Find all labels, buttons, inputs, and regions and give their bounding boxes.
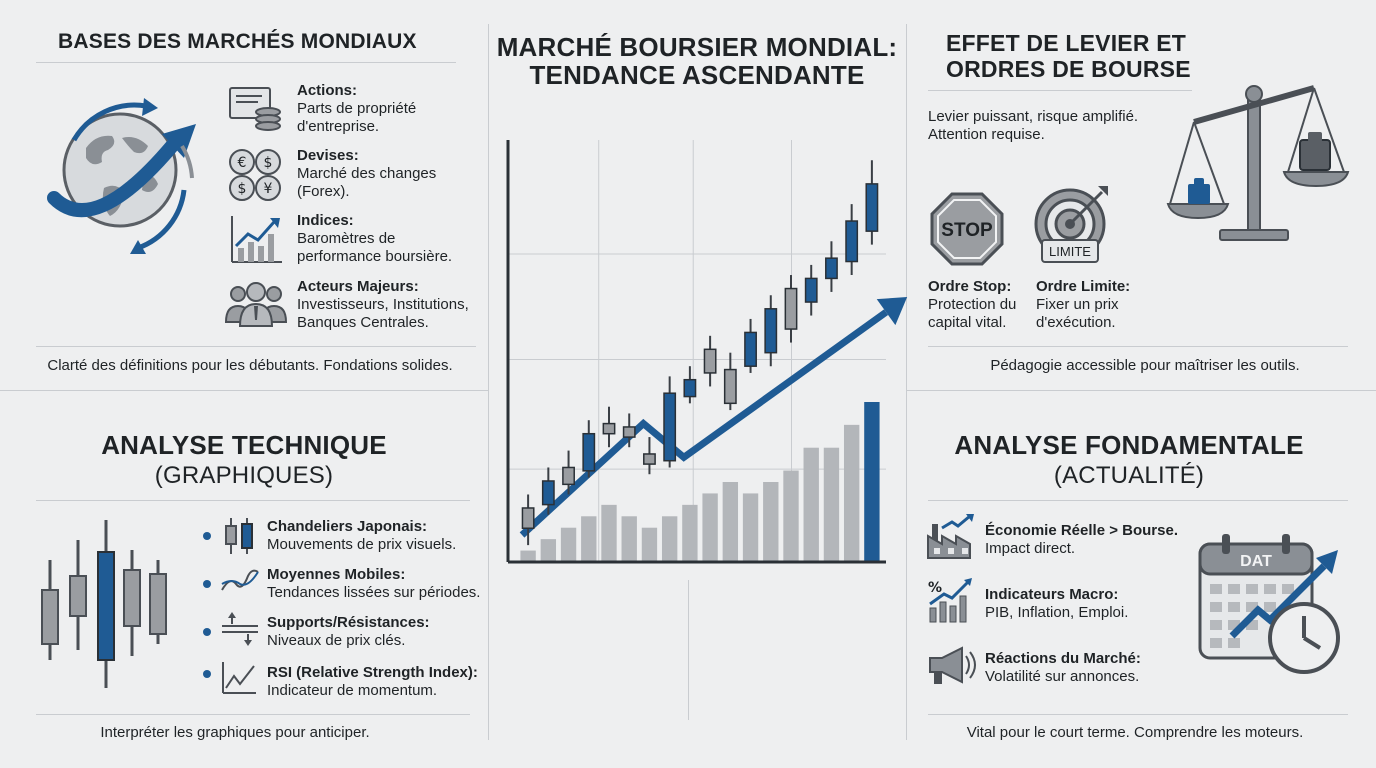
item-text: Niveaux de prix clés. <box>267 632 406 649</box>
description-line: Levier puissant, risque amplifié. <box>928 108 1139 125</box>
candlestick-icon <box>222 516 256 556</box>
section-title-fundamental: ANALYSE FONDAMENTALE <box>954 430 1304 460</box>
item-text: Protection du <box>928 296 1017 313</box>
footer-text: Vital pour le court terme. Comprendre les moteurs. <box>966 724 1304 741</box>
title-underline <box>36 500 470 501</box>
limit-order-block <box>1036 278 1130 332</box>
volume-bar <box>541 539 556 562</box>
description-line: Attention requise. <box>928 126 1045 143</box>
candle-body <box>765 309 776 353</box>
center-title-line2: TENDANCE ASCENDANTE <box>529 60 865 90</box>
item-text: d'entreprise. <box>297 118 380 135</box>
list-item <box>297 278 469 332</box>
candle-body <box>684 380 695 397</box>
list-item <box>297 82 416 136</box>
volume-bar <box>601 505 616 562</box>
item-text: Impact direct. <box>985 540 1076 557</box>
section-subtitle-fundamental: (ACTUALITÉ) <box>1053 462 1205 489</box>
candle-body <box>624 427 635 437</box>
item-text: d'exécution. <box>1036 314 1116 331</box>
stop-order-block <box>928 278 1016 332</box>
item-text: Baromètres de <box>297 230 396 247</box>
candle-body <box>563 467 574 484</box>
item-text: PIB, Inflation, Emploi. <box>985 604 1129 621</box>
bullet-dot <box>203 532 211 540</box>
list-item <box>297 212 452 266</box>
volume-bar <box>642 528 657 562</box>
divider-right <box>906 24 907 740</box>
candle-body <box>846 221 857 262</box>
list-item <box>985 650 1141 686</box>
target-limit-icon <box>1032 184 1112 268</box>
svg-text:¥: ¥ <box>263 181 273 197</box>
item-title: Chandeliers Japonais: <box>267 518 428 535</box>
item-title: Moyennes Mobiles: <box>267 566 406 583</box>
divider-left-mid <box>0 390 488 391</box>
candlestick-illustration-icon <box>36 520 176 692</box>
macro-chart-icon <box>926 578 976 624</box>
factory-icon <box>926 514 976 560</box>
item-title: Réactions du Marché: <box>985 650 1141 667</box>
footer-rule <box>928 714 1348 715</box>
list-item <box>985 586 1128 622</box>
item-text: Volatilité sur annonces. <box>985 668 1140 685</box>
item-text: Parts de propriété <box>297 100 417 117</box>
item-text: Investisseurs, Institutions, <box>297 296 469 313</box>
volume-bar <box>743 493 758 562</box>
volume-bar <box>864 402 879 562</box>
moving-average-icon <box>220 566 260 596</box>
divider-right-mid <box>906 390 1376 391</box>
section-subtitle-technical: (GRAPHIQUES) <box>154 462 334 489</box>
volume-bar <box>804 448 819 562</box>
divider-center-bottom <box>688 580 689 720</box>
volume-bar <box>682 505 697 562</box>
bullet-dot <box>203 580 211 588</box>
item-text: Banques Centrales. <box>297 314 429 331</box>
main-candlestick-chart <box>500 130 894 570</box>
item-text: performance boursière. <box>297 248 453 265</box>
section-title-leverage-line2: ORDRES DE BOURSE <box>946 56 1191 82</box>
support-resistance-icon <box>220 612 260 646</box>
stop-sign-label: STOP <box>941 220 993 241</box>
candle-body <box>745 332 756 366</box>
people-icon <box>224 280 288 328</box>
volume-bar <box>662 516 677 562</box>
limit-badge-label: LIMITE <box>1049 244 1091 259</box>
section-title-leverage-line1: EFFET DE LEVIER ET <box>946 30 1187 56</box>
list-item <box>297 147 436 201</box>
volume-bar <box>520 551 535 562</box>
item-text: Marché des changes <box>297 165 437 182</box>
list-item <box>267 664 478 700</box>
item-text: Mouvements de prix visuels. <box>267 536 457 553</box>
candle-body <box>725 370 736 404</box>
volume-bar <box>561 528 576 562</box>
bullet-dot <box>203 628 211 636</box>
divider-left <box>488 24 489 740</box>
item-title: Actions: <box>297 82 357 99</box>
volume-bar <box>702 493 717 562</box>
leverage-description <box>928 108 1138 144</box>
item-title: Supports/Résistances: <box>267 614 430 631</box>
globe-arrows-icon <box>34 78 214 258</box>
svg-text:%: % <box>928 580 943 596</box>
rsi-icon <box>220 660 258 696</box>
volume-bar <box>723 482 738 562</box>
candle-body <box>704 349 715 373</box>
list-item <box>267 566 480 602</box>
item-title: Devises: <box>297 147 359 164</box>
svg-text:$: $ <box>237 181 247 197</box>
section-title-technical: ANALYSE TECHNIQUE <box>101 430 387 460</box>
item-title: Ordre Limite: <box>1036 278 1131 295</box>
currency-icon <box>228 148 284 202</box>
candle-body <box>522 508 533 528</box>
index-chart-icon <box>228 214 284 266</box>
volume-bar <box>763 482 778 562</box>
volume-bar <box>844 425 859 562</box>
item-title: Ordre Stop: <box>928 278 1012 295</box>
item-title: RSI (Relative Strength Index): <box>267 664 478 681</box>
volume-bar <box>581 516 596 562</box>
title-underline <box>36 62 456 63</box>
balance-scale-icon <box>1160 74 1360 244</box>
list-item <box>267 518 456 554</box>
item-text: Indicateur de momentum. <box>267 682 438 699</box>
svg-text:€: € <box>237 155 247 171</box>
candle-body <box>583 434 594 471</box>
center-title-line1: MARCHÉ BOURSIER MONDIAL: <box>496 32 898 62</box>
footer-text: Pédagogie accessible pour maîtriser les outils. <box>990 357 1300 374</box>
candle-body <box>543 481 554 505</box>
volume-bar <box>622 516 637 562</box>
item-text: Tendances lissées sur périodes. <box>267 584 481 601</box>
calendar-clock-icon <box>1196 530 1348 682</box>
section-title-market-basics: BASES DES MARCHÉS MONDIAUX <box>58 30 417 53</box>
footer-text: Clarté des définitions pour les débutants. Fondations solides. <box>47 357 453 374</box>
footer-rule <box>36 346 476 347</box>
bullet-dot <box>203 670 211 678</box>
candle-body <box>603 424 614 434</box>
item-title: Indicateurs Macro: <box>985 586 1119 603</box>
candle-body <box>644 454 655 464</box>
candle-body <box>785 289 796 330</box>
candle-body <box>866 184 877 231</box>
volume-bar <box>783 471 798 562</box>
footer-text: Interpréter les graphiques pour anticiper. <box>100 724 370 741</box>
megaphone-icon <box>924 644 976 688</box>
calendar-label: DAT <box>1240 553 1272 570</box>
item-title: Indices: <box>297 212 354 229</box>
certificate-coins-icon <box>228 86 284 134</box>
footer-rule <box>928 346 1348 347</box>
candle-body <box>826 258 837 278</box>
item-title: Économie Réelle > Bourse. <box>985 522 1178 539</box>
item-text: Fixer un prix <box>1036 296 1119 313</box>
list-item <box>267 614 430 650</box>
item-text: (Forex). <box>297 183 350 200</box>
svg-text:$: $ <box>263 155 273 171</box>
footer-rule <box>36 714 470 715</box>
list-item <box>985 522 1178 558</box>
title-underline <box>928 500 1348 501</box>
item-title: Acteurs Majeurs: <box>297 278 419 295</box>
stop-sign-icon <box>930 192 1004 266</box>
candle-body <box>806 278 817 302</box>
volume-bar <box>824 448 839 562</box>
item-text: capital vital. <box>928 314 1007 331</box>
candle-body <box>664 393 675 461</box>
title-underline <box>928 90 1192 91</box>
trend-arrow-head <box>877 297 907 325</box>
